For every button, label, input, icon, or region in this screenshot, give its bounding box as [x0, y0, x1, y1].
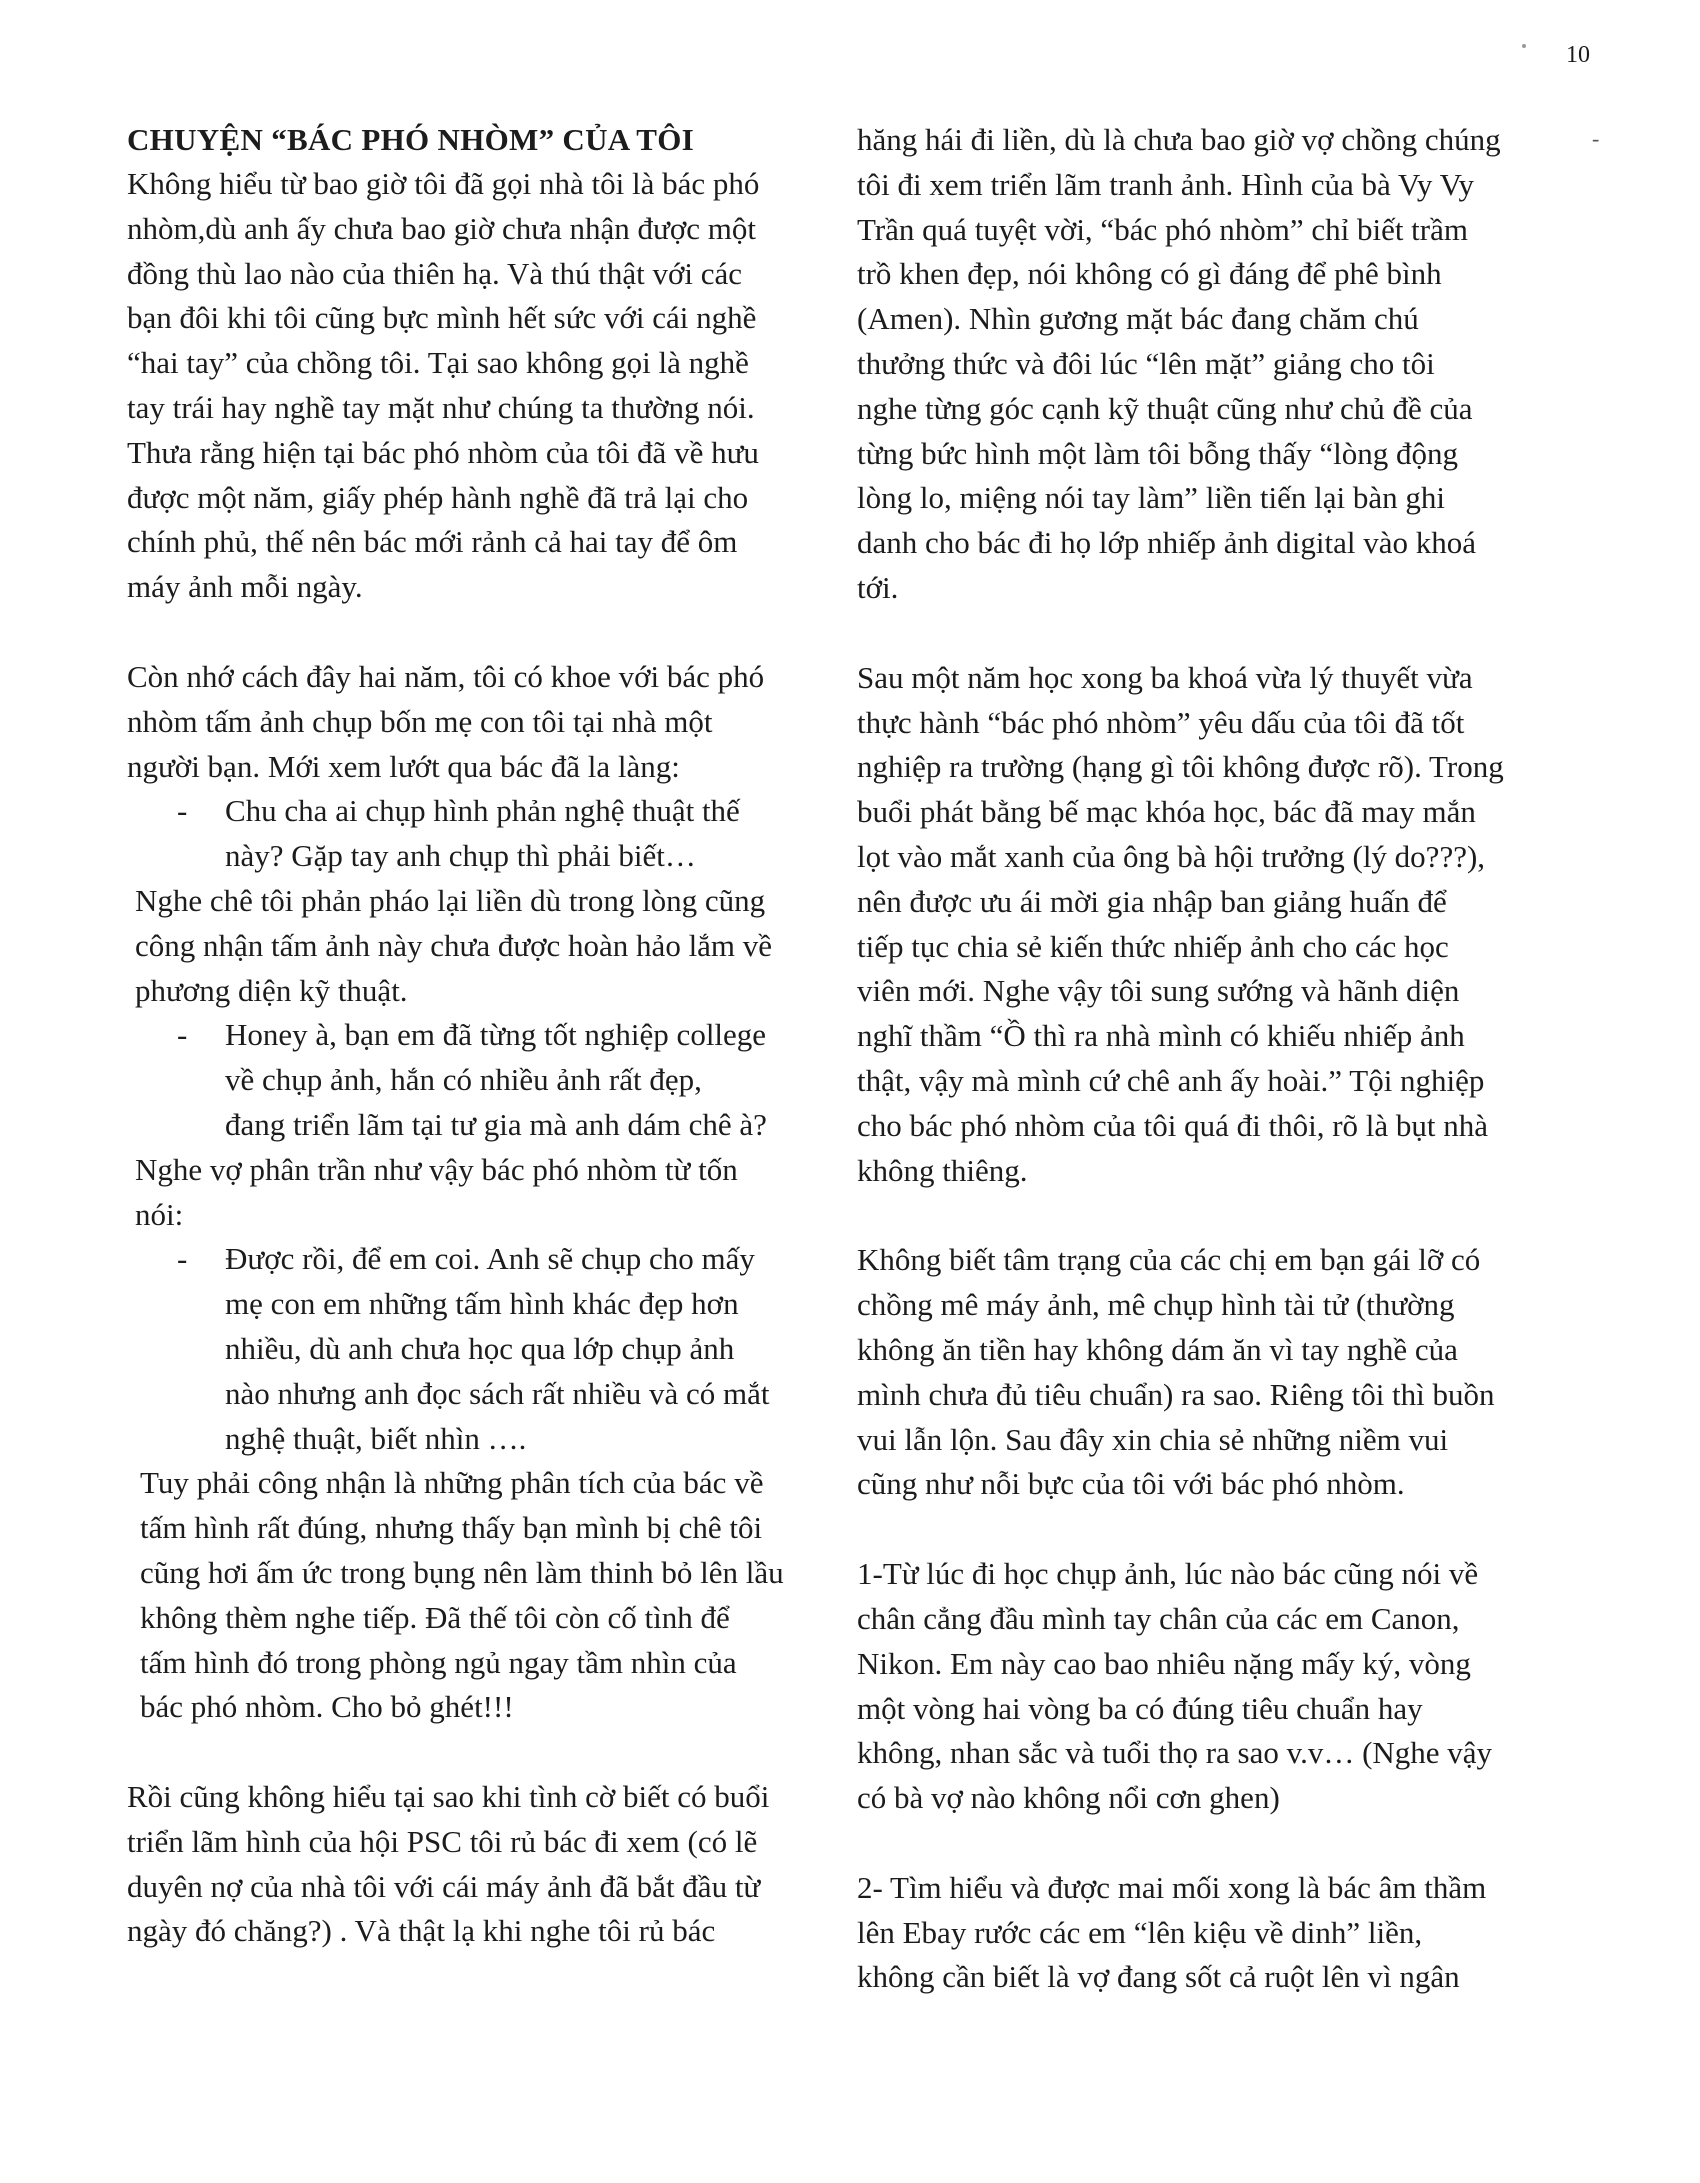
paragraph: Tuy phải công nhận là những phân tích của bác về tấm hình rất đúng, nhưng thấy bạn mình bị chê tôi cũng hơi ấm ức trong bụng nên làm thinh bỏ lên lầu không thèm nghe tiếp. Đã thế tôi còn cố tình để tấm hình đó trong phòng ngủ ngay tầm nhìn của bác phó nhòm. Cho bỏ ghét!!!: [140, 1465, 784, 1725]
left-column: [127, 118, 845, 1954]
right-column: [857, 118, 1575, 2000]
dash-marker: -: [177, 1241, 188, 1277]
paragraph: Không biết tâm trạng của các chị em bạn gái lỡ có chồng mê máy ảnh, mê chụp hình tài tử (thường không ăn tiền hay không dám ăn vì tay nghề của mình chưa đủ tiêu chuẩn) ra sao. Riêng tôi thì buồn vui lẫn lộn. Sau đây xin chia sẻ những niềm vui cũng như nỗi bực của tôi với bác phó nhòm.: [857, 1242, 1495, 1502]
dialogue-text: Được rồi, để em coi. Anh sẽ chụp cho mấy mẹ con em những tấm hình khác đẹp hơn nhiều, dù anh chưa học qua lớp chụp ảnh nào nhưng anh đọc sách rất nhiều và có mắt nghệ thuật, biết nhìn ….: [225, 1241, 770, 1456]
dialogue-text: Chu cha ai chụp hình phản nghệ thuật thế này? Gặp tay anh chụp thì phải biết…: [225, 793, 740, 874]
paragraph: Sau một năm học xong ba khoá vừa lý thuyết vừa thực hành “bác phó nhòm” yêu dấu của tôi đã tốt nghiệp ra trường (hạng gì tôi không được rõ). Trong buổi phát bằng bế mạc khóa học, bác đã may mắn lọt vào mắt xanh của ông bà hội trưởng (lý do???), nên được ưu ái mời gia nhập ban giảng huấn để tiếp tục chia sẻ kiến thức nhiếp ảnh cho các học viên mới. Nghe vậy tôi sung sướng và hãnh diện nghĩ thầm “Ồ thì ra nhà mình có khiếu nhiếp ảnh thật, vậy mà mình cứ chê anh ấy hoài.” Tội nghiệp cho bác phó nhòm của tôi quá đi thôi, rõ là bụt nhà không thiêng.: [857, 659, 1504, 1188]
paragraph: Nghe vợ phân trần như vậy bác phó nhòm từ tốn nói:: [135, 1151, 738, 1232]
paragraph: Không hiểu từ bao giờ tôi đã gọi nhà tôi là bác phó nhòm,dù anh ấy chưa bao giờ chưa nhận được một đồng thù lao nào của thiên hạ. Và thú thật với các bạn đôi khi tôi cũng bực mình hết sức với cái nghề “hai tay” của chồng tôi. Tại sao không gọi là nghề tay trái hay nghề tay mặt như chúng ta thường nói. Thưa rằng hiện tại bác phó nhòm của tôi đã về hưu được một năm, giấy phép hành nghề đã trả lại cho chính phủ, thế nên bác mới rảnh cả hai tay để ôm máy ảnh mỗi ngày.: [127, 166, 760, 605]
dialogue-text: Honey à, bạn em đã từng tốt nghiệp college về chụp ảnh, hắn có nhiều ảnh rất đẹp, đang triển lãm tại tư gia mà anh dám chê à?: [225, 1017, 767, 1142]
page-number: 10: [1566, 42, 1590, 68]
dialogue-item: [127, 1013, 845, 1147]
paragraph: hăng hái đi liền, dù là chưa bao giờ vợ chồng chúng tôi đi xem triển lãm tranh ảnh. Hình của bà Vy Vy Trần quá tuyệt vời, “bác phó nhòm” chỉ biết trầm trồ khen đẹp, nói không có gì đáng để phê bình (Amen). Nhìn gương mặt bác đang chăm chú thưởng thức và đôi lúc “lên mặt” giảng cho tôi nghe từng góc cạnh kỹ thuật cũng như chủ đề của từng bức hình một làm tôi bỗng thấy “lòng động lòng lo, miệng nói tay làm” liền tiến lại bàn ghi danh cho bác đi họ lớp nhiếp ảnh digital vào khoá tới.: [857, 122, 1501, 605]
dash-marker: -: [177, 793, 188, 829]
article-title: CHUYỆN “BÁC PHÓ NHÒM” CỦA TÔI: [127, 122, 695, 157]
paragraph: Còn nhớ cách đây hai năm, tôi có khoe với bác phó nhòm tấm ảnh chụp bốn mẹ con tôi tại nhà một người bạn. Mới xem lướt qua bác đã la làng:: [127, 658, 765, 784]
dash-marker: -: [177, 1017, 188, 1053]
edge-mark: -: [1592, 126, 1600, 151]
scan-dot: [1522, 44, 1526, 48]
paragraph: Rồi cũng không hiểu tại sao khi tình cờ biết có buổi triển lãm hình của hội PSC tôi rủ bác đi xem (có lẽ duyên nợ của nhà tôi với cái máy ảnh đã bắt đầu từ ngày đó chăng?) . Và thật lạ khi nghe tôi rủ bác: [127, 1779, 770, 1949]
dialogue-item: [127, 789, 845, 879]
paragraph: 1-Từ lúc đi học chụp ảnh, lúc nào bác cũng nói về chân cẳng đầu mình tay chân của các em Canon, Nikon. Em này cao bao nhiêu nặng mấy ký, vòng một vòng hai vòng ba có đúng tiêu chuẩn hay không, nhan sắc và tuổi thọ ra sao v.v… (Nghe vậy có bà vợ nào không nổi cơn ghen): [857, 1556, 1493, 1816]
paragraph: Nghe chê tôi phản pháo lại liền dù trong lòng cũng công nhận tấm ảnh này chưa được hoàn hảo lắm về phương diện kỹ thuật.: [135, 882, 773, 1008]
dialogue-item: [127, 1237, 845, 1461]
paragraph: 2- Tìm hiểu và được mai mối xong là bác âm thầm lên Ebay rước các em “lên kiệu về dinh” liền, không cần biết là vợ đang sốt cả ruột lên vì ngân: [857, 1869, 1487, 1995]
